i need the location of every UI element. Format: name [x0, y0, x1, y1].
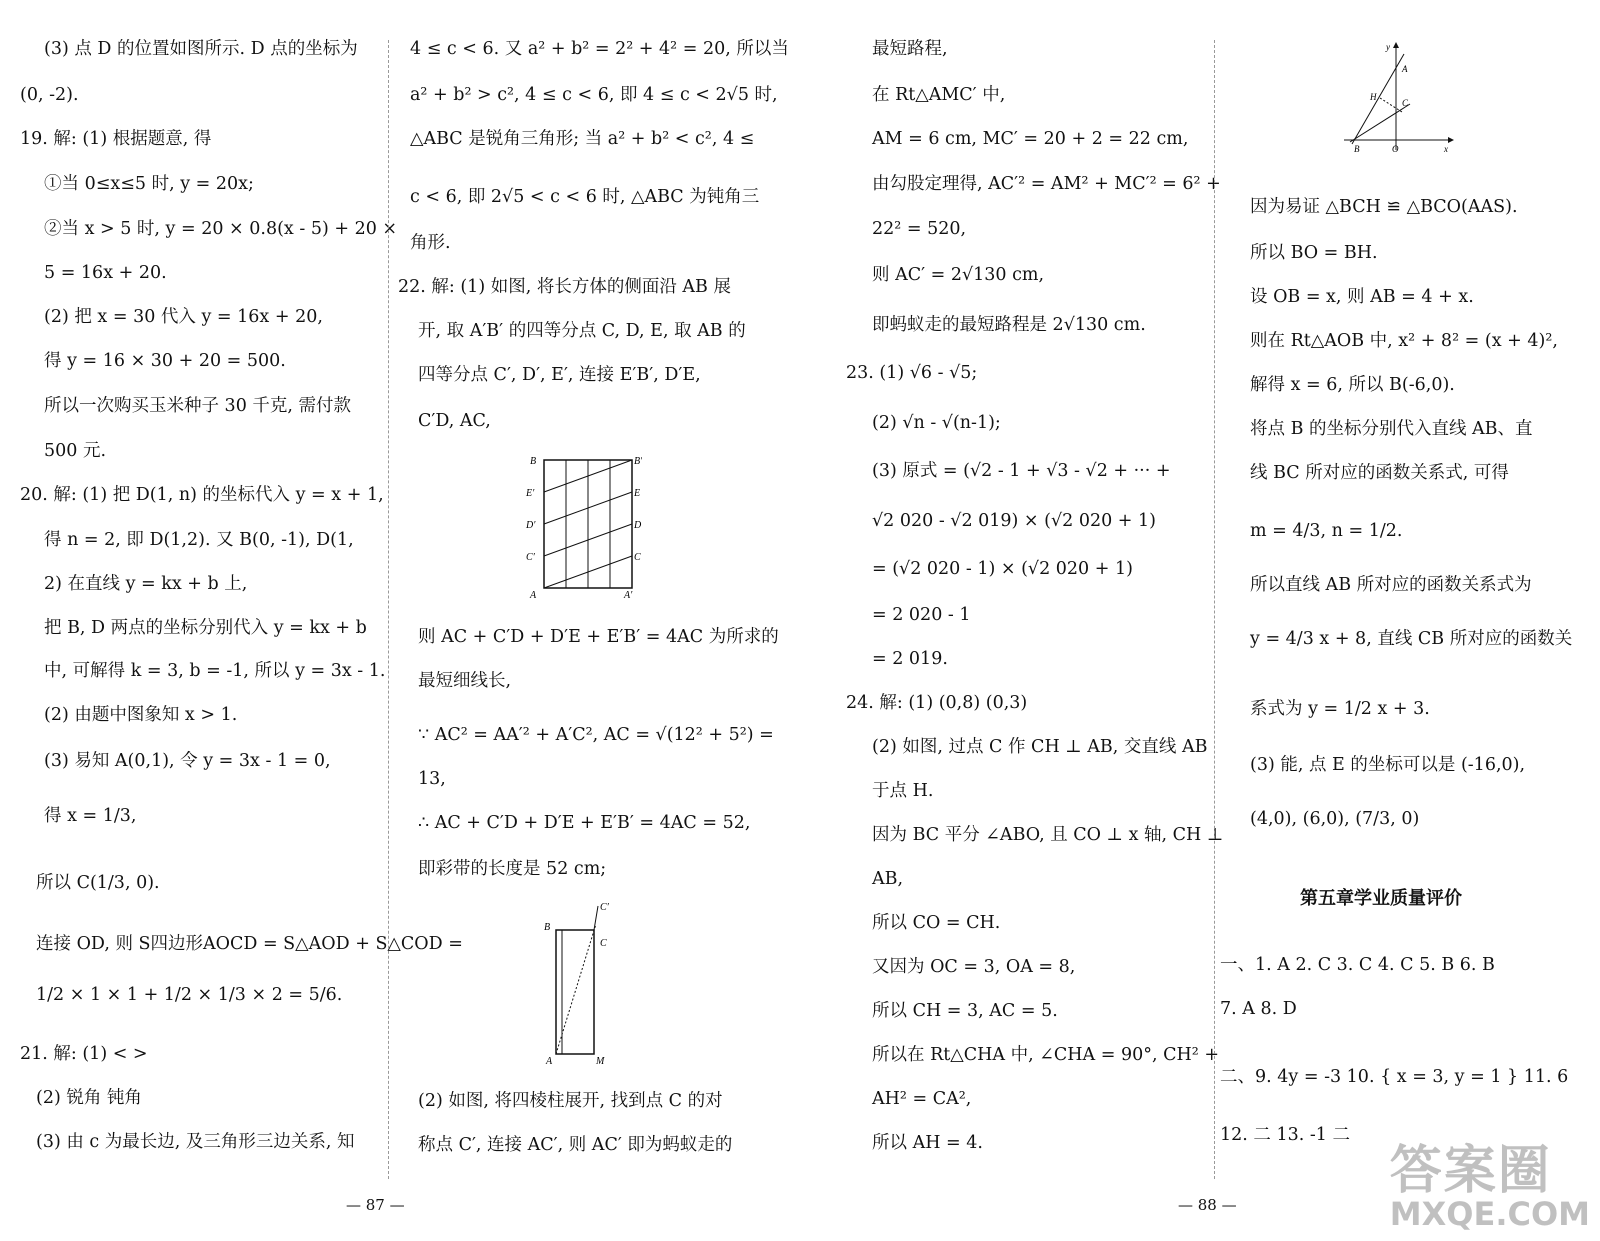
text-line: 在 Rt△AMC′ 中,: [872, 85, 1006, 105]
text-line: 所以 CH = 3, AC = 5.: [872, 1001, 1058, 1021]
column-divider: [388, 40, 389, 1179]
fig2-label: B: [544, 922, 551, 933]
text-line: ∴ AC + C′D + D′E + E′B′ = 4AC = 52,: [418, 813, 751, 833]
text-line: 因为 BC 平分 ∠ABO, 且 CO ⊥ x 轴, CH ⊥: [872, 825, 1224, 845]
text-line: 所以 AH = 4.: [872, 1133, 983, 1153]
text-line: (2) 把 x = 30 代入 y = 16x + 20,: [44, 307, 323, 327]
text-line: 所以 CO = CH.: [872, 913, 1001, 933]
text-line: 线 BC 所对应的函数关系式, 可得: [1250, 463, 1509, 483]
text-line: 由勾股定理得, AC′² = AM² + MC′² = 6² +: [872, 174, 1221, 194]
text-line: 得 n = 2, 即 D(1,2). 又 B(0, -1), D(1,: [44, 530, 354, 550]
text-line: 4 ≤ c < 6. 又 a² + b² = 2² + 4² = 20, 所以当: [410, 39, 789, 59]
text-line: ①当 0≤x≤5 时, y = 20x;: [44, 174, 254, 194]
fig3-label: B: [1354, 144, 1360, 154]
text-line: (2) 锐角 钝角: [36, 1088, 142, 1108]
fig3-label: y: [1386, 42, 1390, 52]
text-line: 解得 x = 6, 所以 B(-6,0).: [1250, 375, 1455, 395]
text-line: 于点 H.: [872, 781, 934, 801]
prism-figure: [538, 894, 628, 1070]
fig2-label: C: [600, 938, 607, 949]
text-line: (3) 能, 点 E 的坐标可以是 (-16,0),: [1250, 755, 1526, 775]
text-line: 即蚂蚁走的最短路程是 2√130 cm.: [872, 315, 1146, 335]
text-line: (3) 由 c 为最长边, 及三角形三边关系, 知: [36, 1132, 355, 1152]
text-line: AB,: [872, 869, 904, 889]
fig1-label: C′: [526, 552, 535, 563]
text-line: (2) 如图, 过点 C 作 CH ⊥ AB, 交直线 AB: [872, 737, 1208, 757]
text-line: √2 020 - √2 019) × (√2 020 + 1): [872, 511, 1156, 531]
text-line: 把 B, D 两点的坐标分别代入 y = kx + b: [44, 618, 367, 638]
column-4: [1220, 0, 1590, 1241]
text-line: 则 AC + C′D + D′E + E′B′ = 4AC 为所求的: [418, 627, 779, 647]
text-line: 所以直线 AB 所对应的函数关系式为: [1250, 575, 1532, 595]
text-line: 2) 在直线 y = kx + b 上,: [44, 574, 248, 594]
text-line: (3) 易知 A(0,1), 令 y = 3x - 1 = 0,: [44, 751, 331, 771]
text-line: 12. 二 13. -1 二: [1220, 1125, 1350, 1145]
text-line: 5 = 16x + 20.: [44, 263, 167, 283]
text-line: 7. A 8. D: [1220, 999, 1297, 1019]
text-line: 得 y = 16 × 30 + 20 = 500.: [44, 351, 286, 371]
text-line: 22² = 520,: [872, 219, 967, 239]
page-number-right: — 88 —: [1178, 1196, 1237, 1214]
fig2-label: C′: [600, 902, 609, 913]
site-watermark: 答案圈 MXQE.COM: [1389, 1141, 1590, 1233]
text-line: 22. 解: (1) 如图, 将长方体的侧面沿 AB 展: [398, 277, 731, 297]
text-line: 则在 Rt△AOB 中, x² + 8² = (x + 4)²,: [1250, 331, 1558, 351]
text-line: 所以一次购买玉米种子 30 千克, 需付款: [44, 396, 352, 416]
text-line: 13,: [418, 769, 446, 789]
text-line: △ABC 是锐角三角形; 当 a² + b² < c², 4 ≤: [410, 129, 755, 149]
text-line: (4,0), (6,0), (7/3, 0): [1250, 809, 1420, 829]
text-line: 1/2 × 1 × 1 + 1/2 × 1/3 × 2 = 5/6.: [36, 985, 343, 1005]
text-line: 得 x = 1/3,: [44, 806, 137, 826]
text-line: c < 6, 即 2√5 < c < 6 时, △ABC 为钝角三: [410, 187, 760, 207]
text-line: 四等分点 C′, D′, E′, 连接 E′B′, D′E,: [418, 365, 701, 385]
text-line: 一、1. A 2. C 3. C 4. C 5. B 6. B: [1220, 955, 1495, 975]
text-line: (2) √n - √(n-1);: [872, 413, 1001, 433]
fig1-label: B′: [634, 456, 642, 467]
fig2-label: M: [596, 1056, 605, 1067]
fig1-label: C: [634, 552, 641, 563]
text-line: y = 4/3 x + 8, 直线 CB 所对应的函数关: [1250, 629, 1573, 649]
text-line: 所以 C(1/3, 0).: [36, 873, 160, 893]
text-line: a² + b² > c², 4 ≤ c < 6, 即 4 ≤ c < 2√5 时,: [410, 85, 778, 105]
text-line: 称点 C′, 连接 AC′, 则 AC′ 即为蚂蚁走的: [418, 1135, 733, 1155]
fig1-label: B: [530, 456, 537, 467]
text-line: m = 4/3, n = 1/2.: [1250, 521, 1403, 541]
page-number-left: — 87 —: [346, 1196, 405, 1214]
text-line: 最短细线长,: [418, 671, 512, 691]
text-line: 又因为 OC = 3, OA = 8,: [872, 957, 1076, 977]
text-line: (2) 由题中图象知 x > 1.: [44, 705, 238, 725]
text-line: 23. (1) √6 - √5;: [846, 363, 978, 383]
text-line: 中, 可解得 k = 3, b = -1, 所以 y = 3x - 1.: [44, 661, 386, 681]
fig1-label: D: [634, 520, 642, 531]
column-divider: [1214, 40, 1215, 1179]
text-line: 500 元.: [44, 441, 107, 461]
text-line: 角形.: [410, 233, 451, 253]
text-line: 开, 取 A′B′ 的四等分点 C, D, E, 取 AB 的: [418, 321, 746, 341]
text-line: 二、9. 4y = -3 10. { x = 3, y = 1 } 11. 6: [1220, 1067, 1569, 1087]
fig3-label: A: [1402, 64, 1408, 74]
text-line: = 2 019.: [872, 649, 948, 669]
unfolded-box-figure: [522, 452, 642, 604]
fig2-label: A: [546, 1056, 553, 1067]
text-line: 最短路程,: [872, 39, 948, 59]
text-line: 20. 解: (1) 把 D(1, n) 的坐标代入 y = x + 1,: [20, 485, 384, 505]
text-line: (3) 点 D 的位置如图所示. D 点的坐标为: [44, 39, 358, 59]
text-line: C′D, AC,: [418, 411, 491, 431]
fig1-label: A′: [624, 590, 633, 601]
text-line: (0, -2).: [20, 85, 79, 105]
fig1-label: D′: [526, 520, 536, 531]
fig1-label: E: [634, 488, 641, 499]
fig3-label: H: [1370, 92, 1377, 102]
text-line: 系式为 y = 1/2 x + 3.: [1250, 699, 1430, 719]
text-line: 19. 解: (1) 根据题意, 得: [20, 129, 212, 149]
text-line: 将点 B 的坐标分别代入直线 AB、直: [1250, 419, 1533, 439]
fig3-label: x: [1444, 144, 1448, 154]
text-line: 即彩带的长度是 52 cm;: [418, 859, 607, 879]
text-line: 连接 OD, 则 S四边形AOCD = S△AOD + S△COD =: [36, 934, 463, 954]
fig3-label: C: [1402, 98, 1409, 108]
text-line: ∵ AC² = AA′² + A′C², AC = √(12² + 5²) =: [418, 725, 774, 745]
fig3-label: O: [1392, 144, 1399, 154]
text-line: (2) 如图, 将四棱柱展开, 找到点 C 的对: [418, 1091, 723, 1111]
fig1-label: A: [530, 590, 537, 601]
text-line: 24. 解: (1) (0,8) (0,3): [846, 693, 1028, 713]
column-3: [838, 0, 1224, 1241]
text-line: AH² = CA²,: [872, 1089, 972, 1109]
text-line: = 2 020 - 1: [872, 605, 971, 625]
fig1-label: E′: [526, 488, 535, 499]
text-line: ②当 x > 5 时, y = 20 × 0.8(x - 5) + 20 ×: [44, 219, 398, 239]
text-line: 设 OB = x, 则 AB = 4 + x.: [1250, 287, 1474, 307]
text-line: (3) 原式 = (√2 - 1 + √3 - √2 + ··· +: [872, 461, 1171, 481]
text-line: 因为易证 △BCH ≌ △BCO(AAS).: [1250, 197, 1518, 217]
text-line: 所以 BO = BH.: [1250, 243, 1378, 263]
text-line: AM = 6 cm, MC′ = 20 + 2 = 22 cm,: [872, 129, 1189, 149]
section-heading: 第五章学业质量评价: [1300, 888, 1462, 909]
coordinate-figure: [1340, 40, 1460, 162]
text-line: 则 AC′ = 2√130 cm,: [872, 265, 1045, 285]
text-line: 所以在 Rt△CHA 中, ∠CHA = 90°, CH² +: [872, 1045, 1219, 1065]
text-line: = (√2 020 - 1) × (√2 020 + 1): [872, 559, 1133, 579]
text-line: 21. 解: (1) < >: [20, 1044, 148, 1064]
